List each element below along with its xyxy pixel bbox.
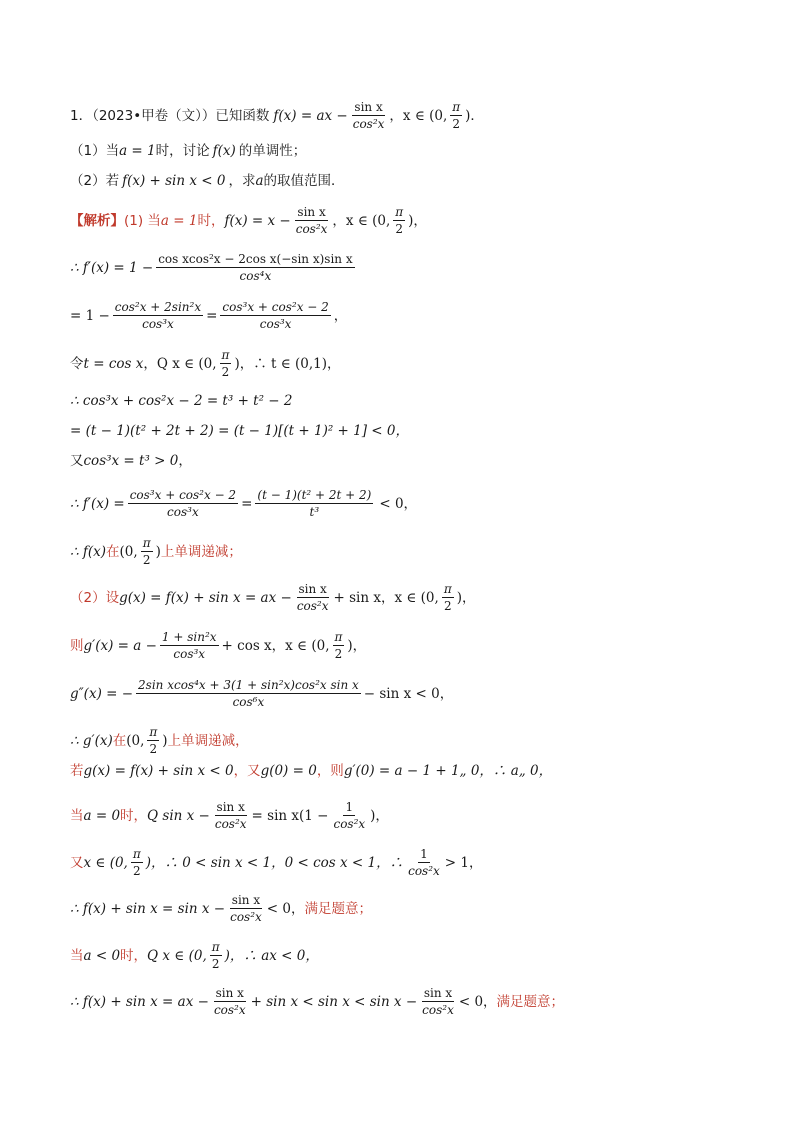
problem-title-line <box>70 100 734 132</box>
solution-line-18: 当 a < 0 时， Q x ∈ (0, $\frac{\pi}{2}$ )，∴ ax < 0， <box>70 940 319 972</box>
question-2: （2）若 f(x) + sin x < 0 ，求 a 的取值范围． <box>70 173 345 189</box>
solution-line-10: （2）设 g(x) = f(x) + sin x = ax − $\frac{\text{sin x}}{\text{cos²x}}$ + sin x，x ∈ (0, $\frac{\pi}{2}$ )， <box>70 582 476 614</box>
f-fraction: $\frac{\text{sin x}}{\text{cos²x}}$ <box>352 100 385 132</box>
domain-pre: ，x ∈ (0, <box>389 107 448 124</box>
solution-line-1: 【解析】 (1) 当 a = 1 时， f(x) = x − $\frac{\text{sin x}}{\text{cos²x}}$ ，x ∈ (0, $\frac{\pi}{2}$ )， <box>70 205 427 237</box>
solution-line-14: 若 g(x) = f(x) + sin x < 0 ，又 g(0) = 0 ，则 g′(0) = a − 1 + 1„ 0，∴ a„ 0， <box>70 763 553 779</box>
solution-line-5: ∴ cos³x + cos²x − 2 = t³ + t² − 2 <box>70 393 293 409</box>
domain-post: )． <box>465 107 484 124</box>
solution-line-3: = 1 − $\frac{\text{cos²x + 2sin²x}}{\text{cos³x}}$ = $\frac{\text{cos³x + cos²x − 2}}{\text{cos³x}}$ ， <box>70 300 348 332</box>
solution-line-16: 又 x ∈ (0, $\frac{\pi}{2}$ )，∴ 0 < sin x < 1，0 < cos x < 1，∴ $\frac{1}{\text{cos²x}}$ > 1， <box>70 847 483 879</box>
solution-line-12: g″(x) = − $\frac{\text{2sin xcos⁴x + 3(1 + sin²x)cos²x sin x}}{\text{cos⁶x}}$ − sin x < 0， <box>70 678 454 710</box>
pi-half-fraction: $\frac{\pi}{2}$ <box>452 100 461 132</box>
solution-line-7: 又 cos³x = t³ > 0 ， <box>70 453 192 469</box>
solution-line-6: = (t − 1)(t² + 2t + 2) = (t − 1)[(t + 1)² + 1] < 0， <box>70 423 409 439</box>
f-definition: f(x) = ax − <box>273 107 348 124</box>
solution-line-17: ∴ f(x) + sin x = sin x − $\frac{\text{sin x}}{\text{cos²x}}$ < 0， 满足题意； <box>70 893 372 925</box>
problem-prefix: 1．（2023•甲卷（文））已知函数 <box>70 107 270 124</box>
solution-line-19: ∴ f(x) + sin x = ax − $\frac{\text{sin x}}{\text{cos²x}}$ + sin x < sin x < sin x − $\frac{\text{sin x}}{\text{cos²x}}$ < 0， 满足题意； <box>70 986 565 1018</box>
solution-line-4: 令 t = cos x ，Q x ∈ (0, $\frac{\pi}{2}$ )，∴ t ∈ (0,1)， <box>70 348 341 380</box>
question-1: （1）当 a = 1 时，讨论 f(x) 的单调性； <box>70 143 307 159</box>
solution-line-2: ∴ f′(x) = 1 − $\frac{\text{cos xcos²x − 2cos x(−sin x)sin x}}{\text{cos⁴x}}$ <box>70 252 353 284</box>
solution-line-13: ∴ g′(x) 在 (0, $\frac{\pi}{2}$ ) 上单调递减， <box>70 725 249 757</box>
solution-line-9: ∴ f(x) 在 (0, $\frac{\pi}{2}$ ) 上单调递减； <box>70 536 242 568</box>
solution-tag: 【解析】 <box>70 212 124 229</box>
solution-line-15: 当 a = 0 时， Q sin x − $\frac{\text{sin x}}{\text{cos²x}}$ = sin x(1 − $\frac{1}{\text{cos²x}}$ )， <box>70 800 389 832</box>
solution-line-8: ∴ f′(x) = $\frac{\text{cos³x + cos²x − 2}}{\text{cos³x}}$ = $\frac{\text{(t − 1)(t² + 2t + 2)}}{\text{t³}}$ < 0， <box>70 488 418 520</box>
solution-line-11: 则 g′(x) = a − $\frac{\text{1 + sin²x}}{\text{cos³x}}$ + cos x，x ∈ (0, $\frac{\pi}{2}$ )， <box>70 630 367 662</box>
